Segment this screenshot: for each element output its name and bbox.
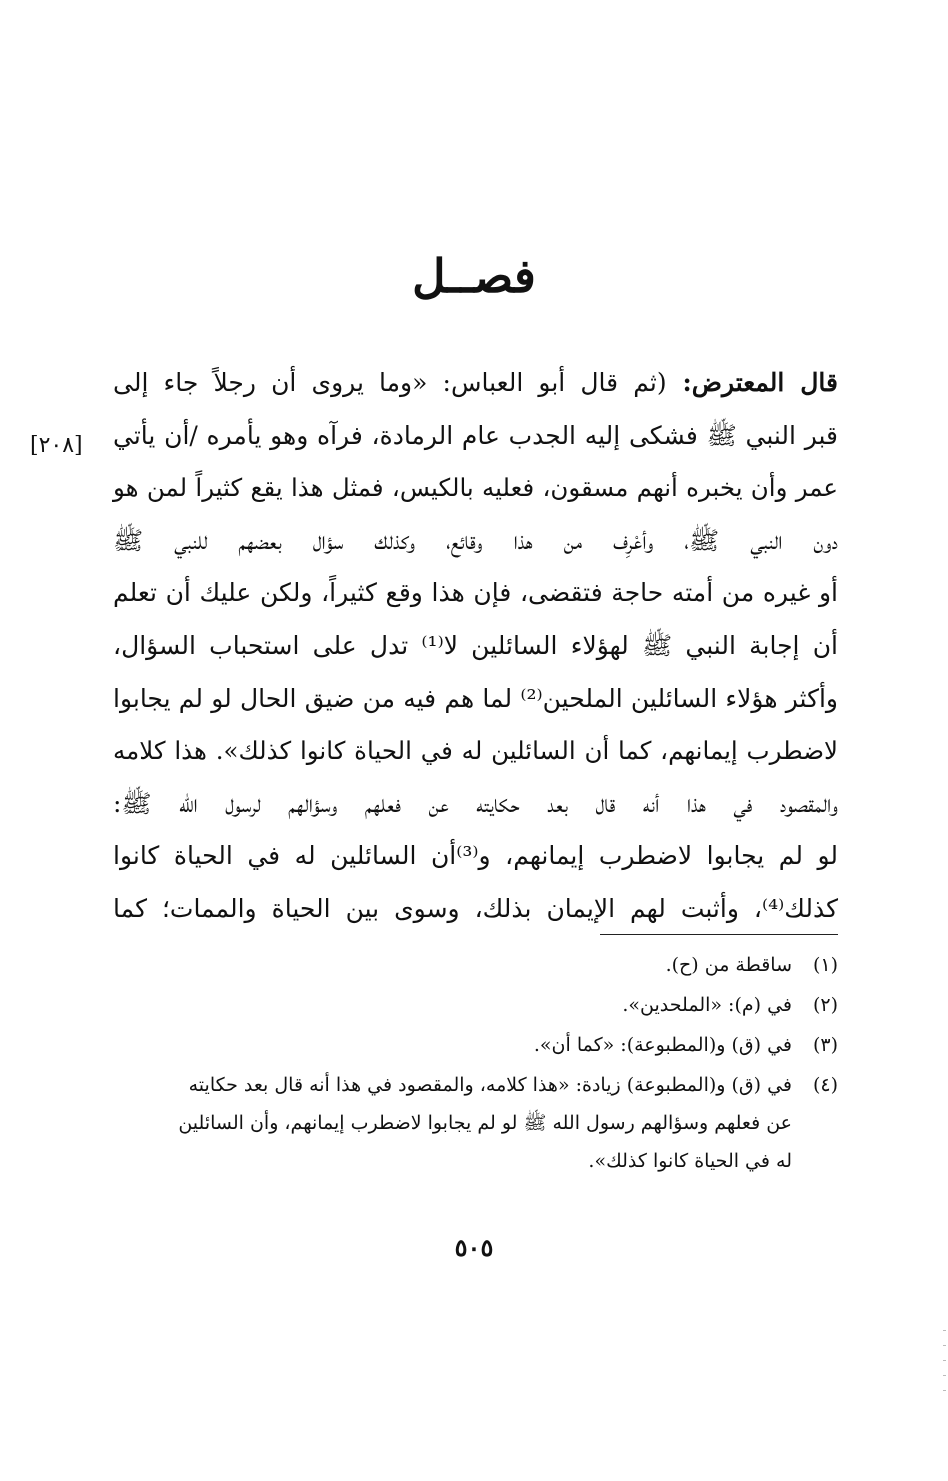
footnote-text: في (ق) و(المطبوعة): «كما أن». bbox=[533, 1034, 792, 1056]
main-text bbox=[113, 357, 838, 936]
text-line: وأكثر هؤلاء السائلين الملحين⁽²⁾ لما هم فيه من ضيق الحال لو لم يجابوا bbox=[113, 683, 838, 713]
footnote bbox=[113, 986, 838, 1024]
footnote-number: (٤) bbox=[812, 1074, 838, 1096]
text-line: لاضطرب إيمانهم، كما أن السائلين له في الحياة كانوا كذلك». هذا كلامه bbox=[113, 736, 838, 766]
footnote bbox=[113, 1066, 838, 1180]
manuscript-folio-marker: [٢٠٨] bbox=[30, 433, 83, 458]
page-number: ٥٠٥ bbox=[454, 1233, 494, 1262]
text-line: لو لم يجابوا لاضطرب إيمانهم، و⁽³⁾أن السائلين له في الحياة كانوا bbox=[113, 841, 838, 871]
footnote-text: ساقطة من (ح). bbox=[665, 954, 792, 976]
footnote-number: (٣) bbox=[812, 1034, 838, 1056]
footnote bbox=[113, 946, 838, 984]
footnote-number: (٢) bbox=[812, 994, 838, 1016]
scan-edge-mark bbox=[943, 1360, 946, 1361]
text-line: قال المعترض: (ثم قال أبو العباس: «وما يروى أن رجلاً جاء إلى bbox=[113, 368, 838, 397]
text-line: أو غيره من أمته حاجة فتقضى، فإن هذا وقع كثيراً، ولكن عليك أن تعلم bbox=[113, 578, 838, 608]
scan-edge-mark bbox=[943, 1390, 946, 1391]
text-line: عمر وأن يخبره أنهم مسقون، فعليه بالكيس، فمثل هذا يقع كثيراً لمن هو bbox=[113, 473, 838, 503]
scan-edge-mark bbox=[943, 1330, 946, 1331]
footnote bbox=[113, 1026, 838, 1064]
text-line: أن إجابة النبي ﷺ لهؤلاء السائلين لا⁽¹⁾ تدل على استحباب السؤال، bbox=[113, 630, 839, 660]
text-line: كذلك⁽⁴⁾، وأثبت لهم الإيمان بذلك، وسوى بين الحياة والممات؛ كما bbox=[113, 893, 838, 923]
scan-edge-mark bbox=[943, 1375, 946, 1376]
scan-edge-mark bbox=[943, 1345, 946, 1346]
text-line: دون النبي ﷺ، وأعْرِف من هذا وقائع، وكذلك سؤال بعضهم للنبي ﷺ bbox=[113, 525, 838, 555]
footnote-number: (١) bbox=[812, 954, 838, 976]
text-line: قبر النبي ﷺ فشكى إليه الجدب عام الرمادة، فرآه وهو يأمره /أن يأتي bbox=[113, 420, 838, 450]
footnote-text: في (م): «الملحدين». bbox=[622, 994, 792, 1016]
chapter-title: فصــل bbox=[412, 249, 536, 303]
footnotes bbox=[113, 946, 838, 1182]
text-line: والمقصود في هذا أنه قال بعد حكايته عن فعلهم وسؤالهم لرسول الله ﷺ: bbox=[113, 788, 838, 818]
footnote-separator bbox=[600, 934, 838, 935]
footnote-text: في (ق) و(المطبوعة) زيادة: «هذا كلامه، والمقصود في هذا أنه قال بعد حكايته عن فعلهم وسؤالهم رسول الله ﷺ لو لم يجابوا لاضطرب إيمانهم، وأن السائلين له في الحياة كانوا كذلك». bbox=[178, 1074, 792, 1172]
speaker-label: قال المعترض: bbox=[666, 368, 838, 397]
